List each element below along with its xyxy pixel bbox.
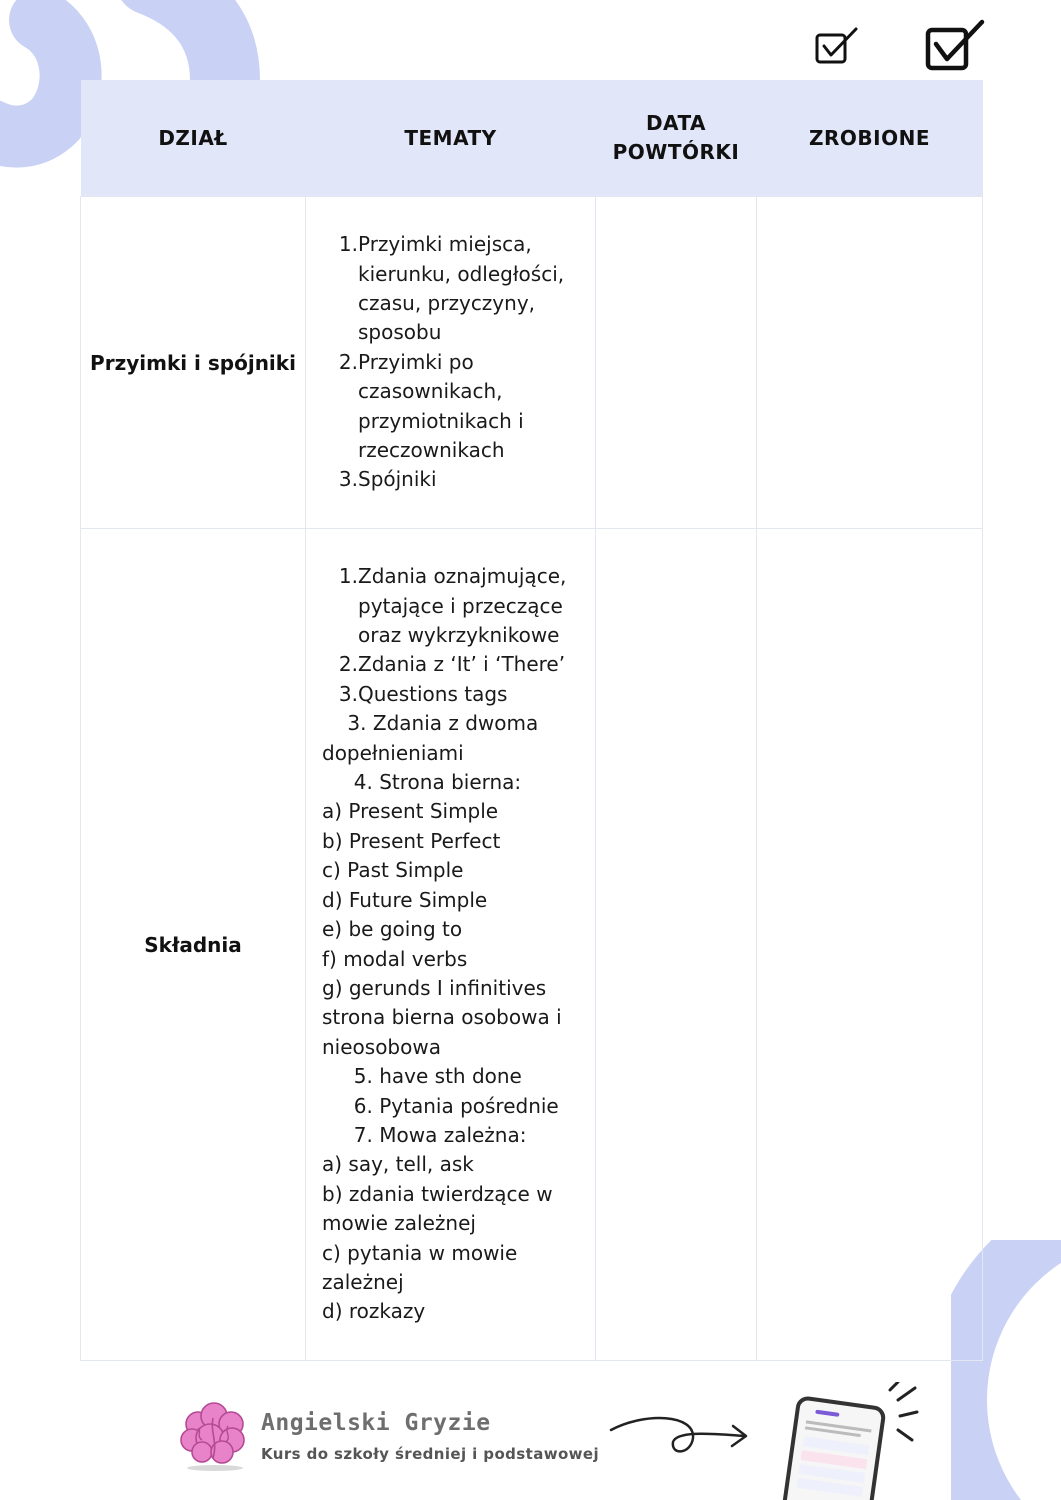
brain-icon [180, 1402, 250, 1474]
topic-line [322, 650, 581, 679]
topic-text: Spójniki [358, 467, 437, 492]
topic-line [322, 348, 581, 377]
topic-line: oraz wykrzyknikowe [358, 623, 560, 648]
topic-line: kierunku, odległości, [358, 261, 565, 286]
topic-line: rzeczownikach [358, 438, 505, 463]
topic-line: 3. Zdania z dwoma [322, 711, 539, 736]
topic-line: 4. Strona bierna: [322, 770, 522, 795]
topic-line: d) Future Simple [322, 887, 488, 912]
topic-number: 3. [338, 681, 358, 706]
done-cell[interactable] [757, 529, 983, 1361]
checkbox-checked-icon [922, 18, 988, 76]
topic-line: czasownikach, [358, 379, 503, 404]
topic-line: strona bierna osobowa i [322, 1005, 562, 1030]
section-name: Składnia [81, 529, 306, 1361]
topic-text: Zdania oznajmujące, [358, 564, 567, 589]
topic-line: przymiotnikach i [358, 408, 524, 433]
header-topics: TEMATY [306, 80, 596, 197]
review-date-cell[interactable] [596, 197, 757, 529]
topic-line: b) zdania twierdzące w [322, 1181, 553, 1206]
topic-line: 6. Pytania pośrednie [322, 1093, 559, 1118]
phone-icon [770, 1382, 930, 1500]
topic-line: d) rozkazy [322, 1299, 426, 1324]
topic-line: 7. Mowa zależna: [322, 1122, 527, 1147]
done-cell[interactable] [757, 197, 983, 529]
section-name: Przyimki i spójniki [81, 197, 306, 529]
topic-text: Questions tags [358, 681, 508, 706]
topic-number: 3. [338, 467, 358, 492]
header-review-date [596, 80, 757, 197]
header-section: DZIAŁ [81, 80, 306, 197]
topic-number: 1. [338, 232, 358, 257]
topic-number: 1. [338, 564, 358, 589]
topics-list [306, 529, 596, 1361]
table-header-row [81, 80, 983, 197]
review-table [80, 80, 983, 1361]
topic-text: Zdania z ‘It’ i ‘There’ [358, 652, 566, 677]
topic-line: nieosobowa [322, 1034, 441, 1059]
topic-line [322, 562, 581, 591]
topic-line: a) say, tell, ask [322, 1152, 474, 1177]
topic-text: Przyimki po [358, 349, 474, 374]
header-review-date-line1: DATA [645, 111, 707, 135]
curly-arrow-icon [605, 1408, 755, 1468]
topic-line [322, 465, 581, 494]
topic-line: c) pytania w mowie [322, 1240, 518, 1265]
topic-line: c) Past Simple [322, 858, 464, 883]
topic-line: e) be going to [322, 917, 463, 942]
topic-line: dopełnieniami [322, 740, 464, 765]
topic-line: b) Present Perfect [322, 828, 501, 853]
brand-name: Angielski Gryzie [261, 1410, 491, 1436]
topic-line [322, 680, 581, 709]
checkbox-checked-icon [812, 26, 862, 68]
topic-line: mowie zależnej [322, 1211, 476, 1236]
topic-line: g) gerunds I infinitives [322, 975, 547, 1000]
header-done: ZROBIONE [757, 80, 983, 197]
topic-text: Przyimki miejsca, [358, 232, 532, 257]
topic-number: 2. [338, 349, 358, 374]
table-row [81, 197, 983, 529]
topic-line: f) modal verbs [322, 946, 468, 971]
topic-line: czasu, przyczyny, [358, 290, 536, 315]
topics-list [306, 197, 596, 529]
topic-line: sposobu [358, 320, 442, 345]
table-row [81, 529, 983, 1361]
topic-line: pytające i przeczące [358, 593, 563, 618]
topic-line: zależnej [322, 1269, 404, 1294]
topic-line: 5. have sth done [322, 1064, 522, 1089]
review-date-cell[interactable] [596, 529, 757, 1361]
topic-line: a) Present Simple [322, 799, 499, 824]
brand-tagline: Kurs do szkoły średniej i podstawowej [261, 1445, 600, 1463]
topic-line [322, 230, 581, 259]
header-review-date-line2: POWTÓRKI [612, 140, 740, 164]
topic-number: 2. [338, 652, 358, 677]
